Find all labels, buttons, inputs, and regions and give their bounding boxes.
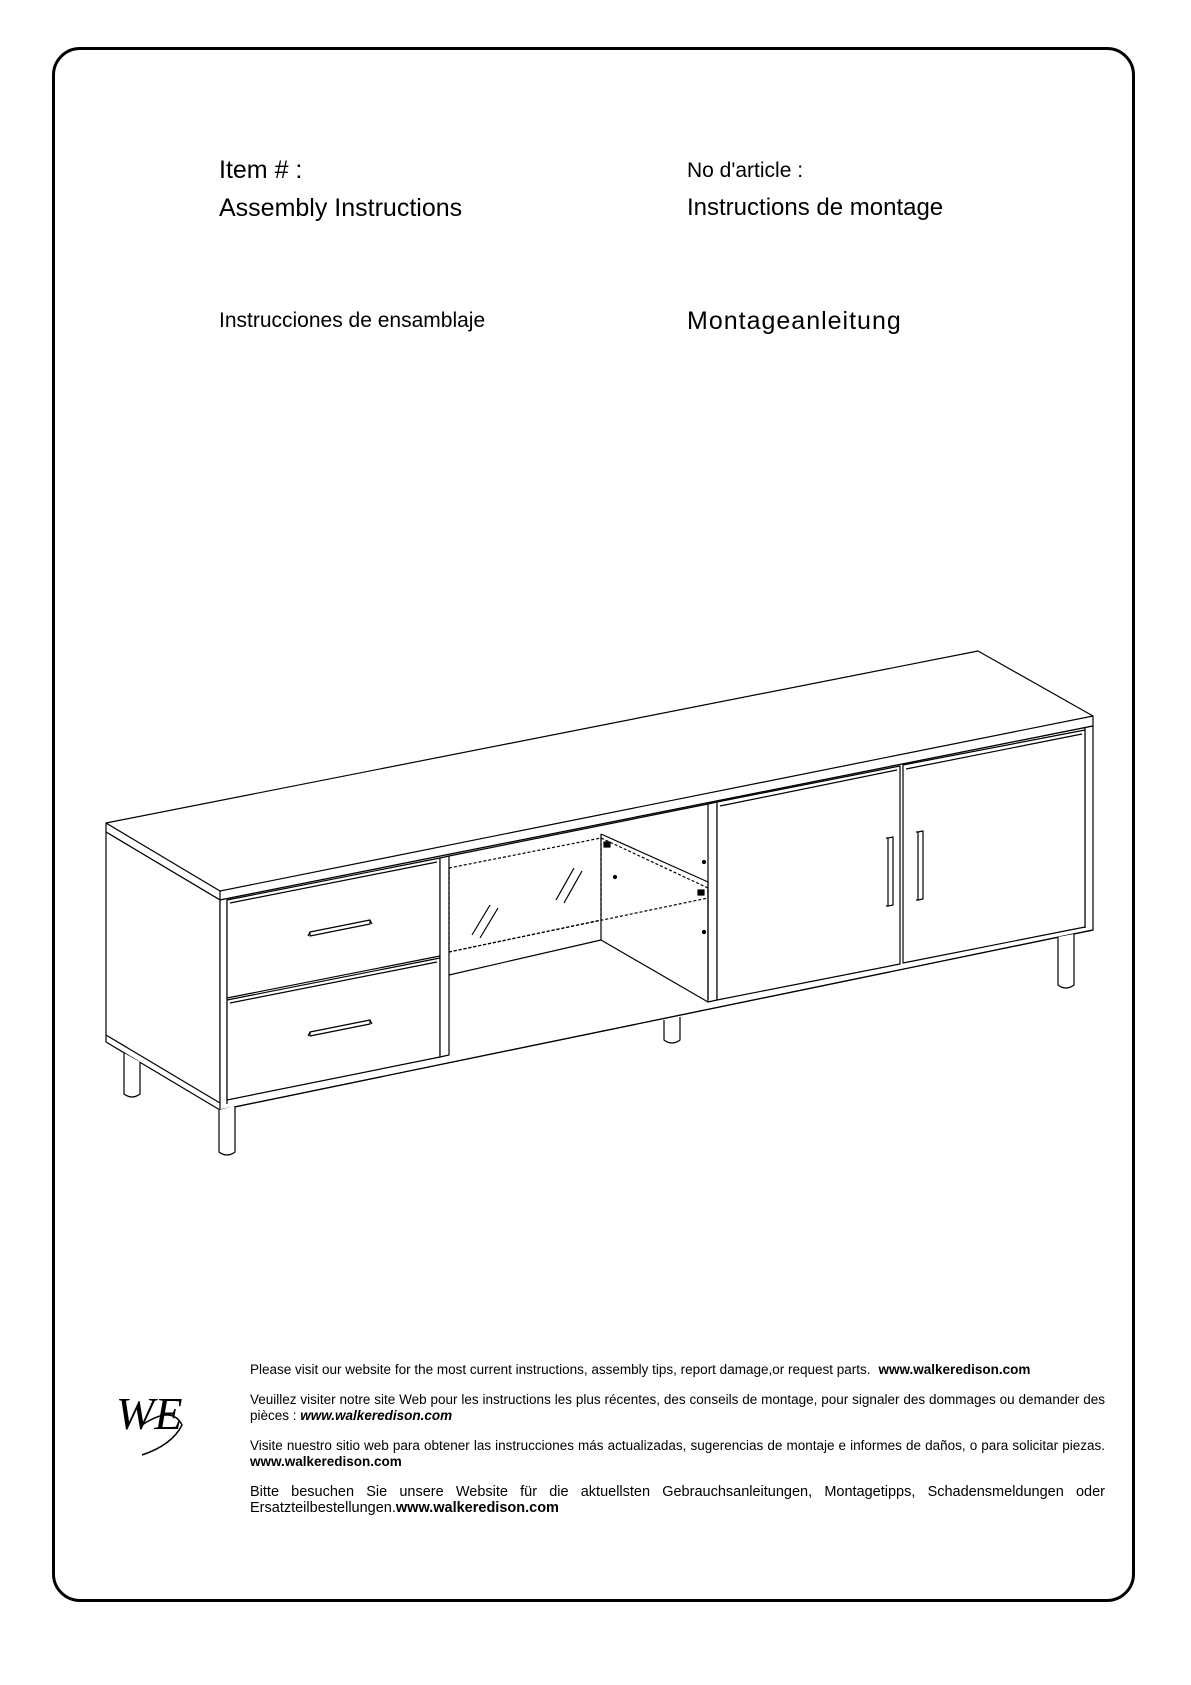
- door-handle-right: [918, 831, 923, 900]
- divider-left: [440, 856, 449, 1057]
- walker-edison-logo: [112, 1385, 192, 1465]
- instrucciones-ensamblaje-title: Instrucciones de ensamblaje: [219, 309, 486, 332]
- svg-text:WE: WE: [116, 1388, 183, 1439]
- leg-middle: [664, 1017, 680, 1043]
- door-handle-left: [888, 837, 893, 906]
- footer-de: Bitte besuchen Sie unsere Website für die aktuellsten Gebrauchsanleitungen, Montagetipps, Schadensmeldungen oder Ersatzteilbestellungen.www.walkeredison.com: [250, 1484, 1105, 1516]
- door-right: [903, 730, 1085, 963]
- no-article-label: No d'article :: [687, 159, 804, 182]
- footer-es: Visite nuestro sitio web para obtener las instrucciones más actualizadas, sugerencias de montaje e informes de daños, o para solicitar piezas. www.walkeredison.com: [250, 1438, 1105, 1469]
- website-link-de[interactable]: www.walkeredison.com: [395, 1500, 559, 1516]
- leg-front-left: [219, 1106, 235, 1155]
- leg-right: [1058, 934, 1074, 988]
- website-link-es[interactable]: www.walkeredison.com: [250, 1454, 402, 1469]
- website-link-en[interactable]: www.walkeredison.com: [878, 1362, 1031, 1377]
- website-link-fr[interactable]: www.walkeredison.com: [300, 1408, 453, 1423]
- footer-en: Please visit our website for the most current instructions, assembly tips, report damage,or request parts. www.walkeredison.com: [250, 1362, 1031, 1377]
- footer-fr: Veuillez visiter notre site Web pour les instructions les plus récentes, des conseils de montage, pour signaler des dommages ou demander des pièces : www.walkeredison.com: [250, 1392, 1105, 1423]
- assembly-instructions-title: Assembly Instructions: [219, 194, 463, 222]
- divider-right: [708, 802, 717, 1002]
- leg-back-left: [124, 1053, 140, 1097]
- montageanleitung-title: Montageanleitung: [687, 307, 902, 335]
- item-number-label: Item # :: [219, 156, 303, 184]
- footer-notes: [250, 1362, 1105, 1530]
- instructions-montage-title: Instructions de montage: [687, 194, 944, 221]
